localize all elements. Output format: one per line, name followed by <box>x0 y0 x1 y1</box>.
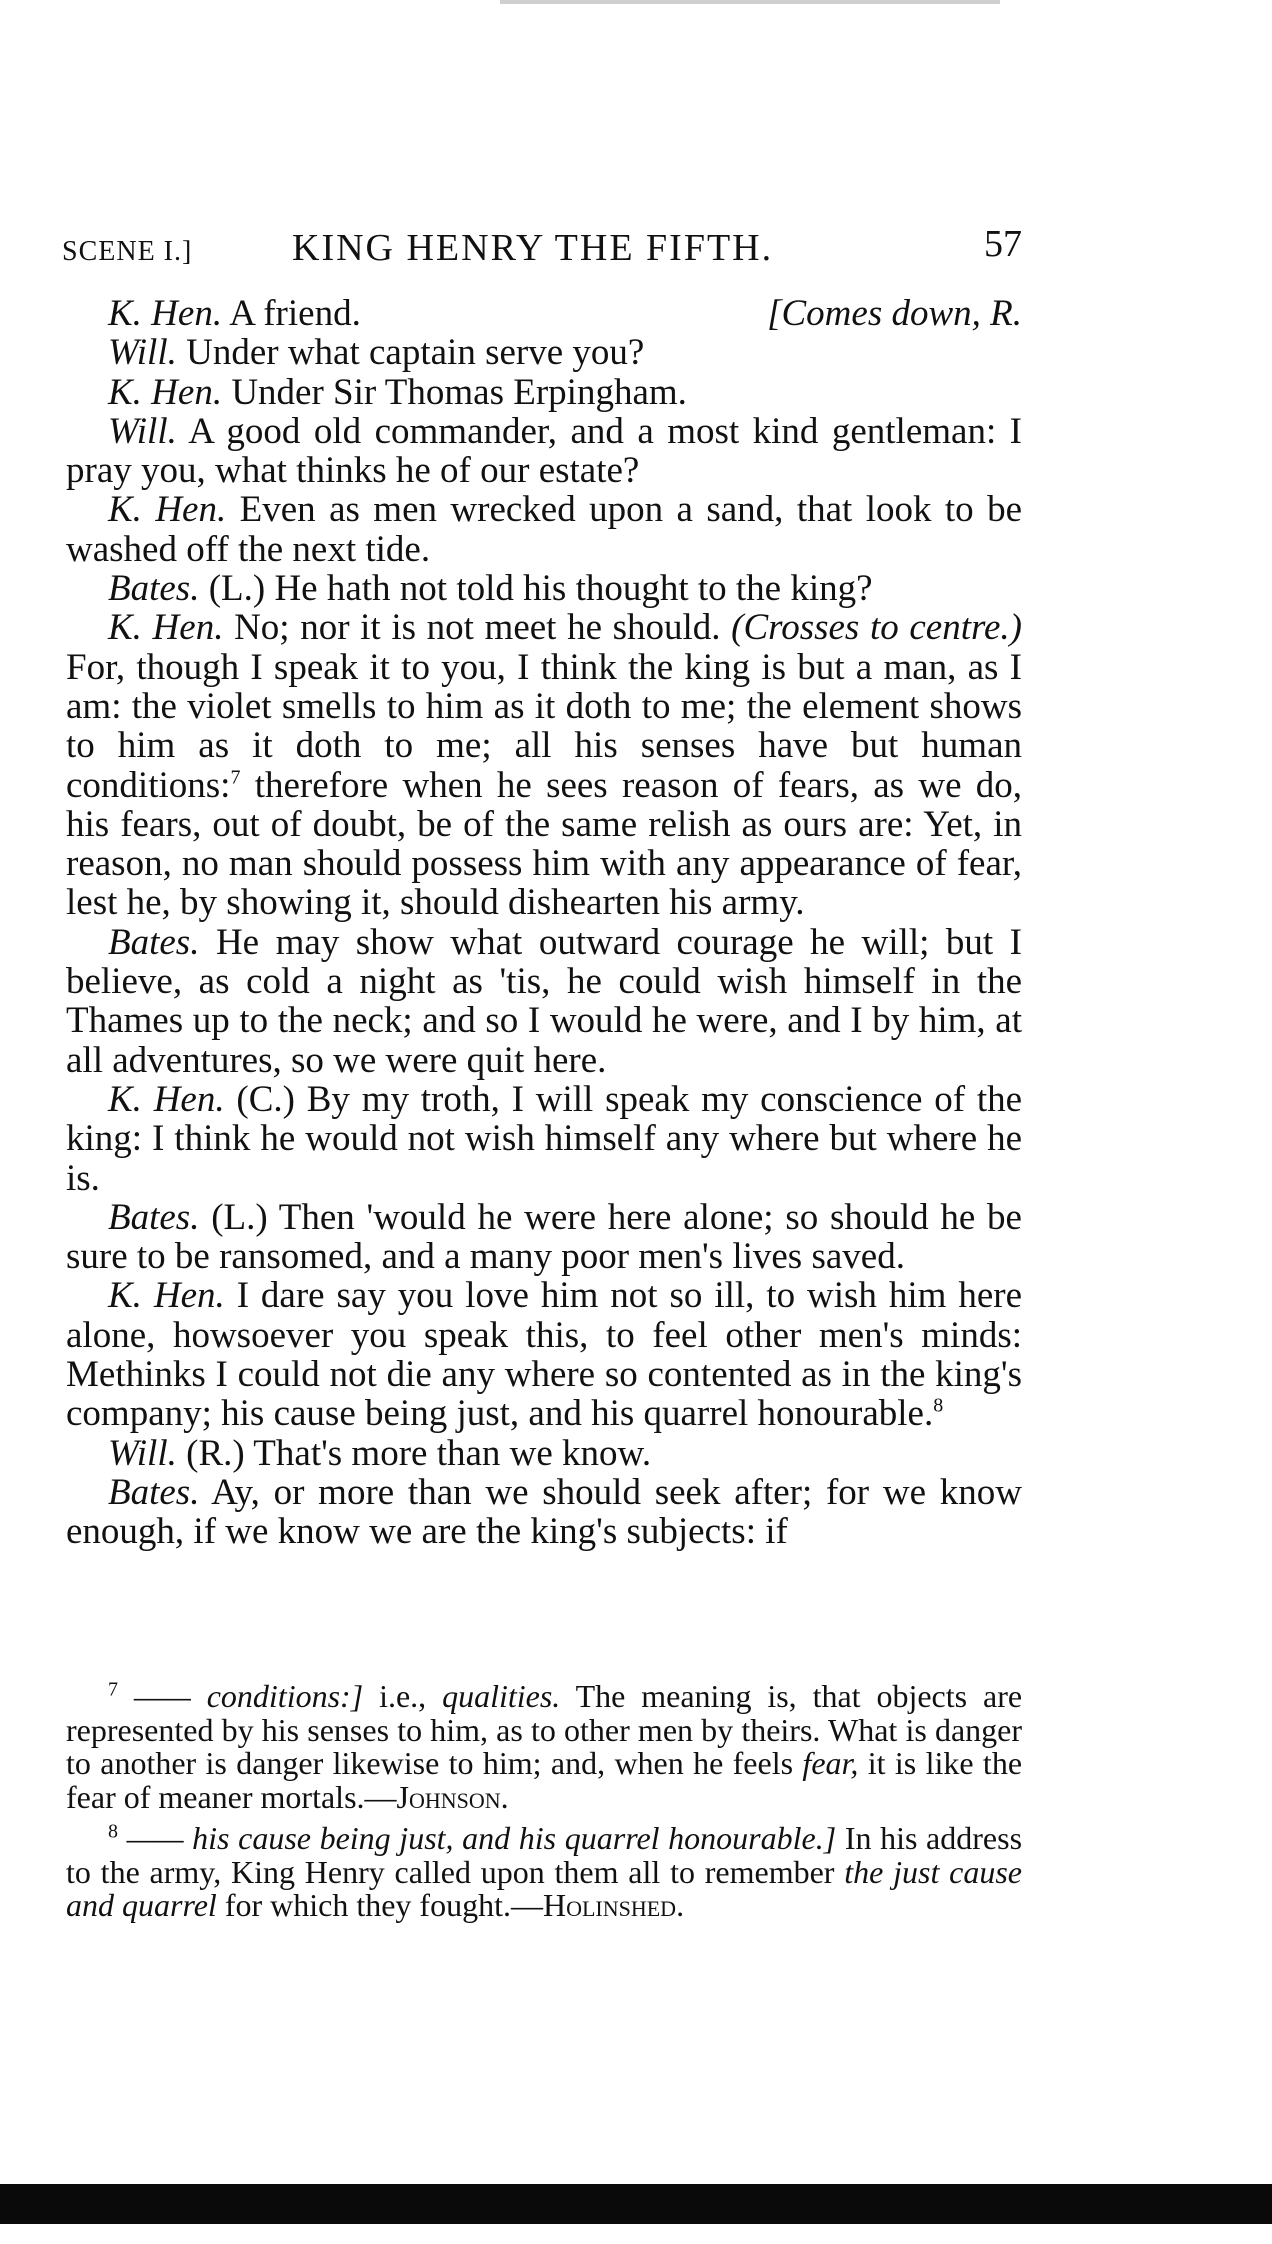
stage-direction: (R.) <box>186 1432 245 1474</box>
footnote-italic: fear, <box>802 1745 859 1781</box>
speaker: Will. <box>108 1432 177 1474</box>
speech-text: A friend. <box>229 293 361 334</box>
speaker: K. Hen. <box>108 371 223 413</box>
stage-direction: [Comes down, R. <box>767 293 1022 334</box>
play-text <box>66 294 1022 1552</box>
speech-text: That's more than we know. <box>253 1432 652 1474</box>
speech <box>66 1473 1022 1552</box>
footnote-italic: the just cause and quarrel <box>66 1853 1023 1923</box>
speech <box>66 569 1022 608</box>
speaker: Bates. <box>108 1196 200 1238</box>
speech-text: Under Sir Thomas Erpingham. <box>231 371 687 413</box>
speaker: K. Hen. <box>108 1275 225 1317</box>
footnote <box>66 1822 1022 1923</box>
scan-bottom-border <box>0 2184 1272 2224</box>
speech <box>66 412 1022 491</box>
footnotes <box>66 1680 1022 1931</box>
page-number: 57 <box>984 223 1022 265</box>
speech-text: A good old commander, and a most kind gentleman: I pray you, what thinks he of our estate? <box>66 410 1022 492</box>
stage-direction: (Crosses to centre.) <box>731 607 1022 649</box>
speech <box>66 1434 1022 1473</box>
footnote-text: In his address to the army, King Henry called upon them all to remember <box>66 1820 1023 1890</box>
speech <box>66 294 1022 333</box>
speaker: Will. <box>108 410 177 452</box>
speaker: Will. <box>108 332 177 374</box>
speaker: Bates. <box>108 921 200 963</box>
speaker: K. Hen. <box>108 607 224 649</box>
footnote-number: 8 <box>108 1820 118 1843</box>
speaker: Bates. <box>108 1471 200 1513</box>
speech <box>66 1080 1022 1198</box>
footnote <box>66 1680 1022 1814</box>
speech-text: No; nor it is not meet he should. <box>234 607 721 649</box>
footnote-source: Holinshed. <box>542 1887 685 1923</box>
footnote-source: Johnson. <box>396 1778 509 1815</box>
speech <box>66 490 1022 569</box>
speaker: K. Hen. <box>108 293 223 334</box>
speech-text: I dare say you love him not so ill, to wish him here alone, howsoever you speak this, to feel other men's minds: Methinks I could not die any where so contented as in the king's company; his cause being just, and his quarrel honourable. <box>66 1275 1023 1435</box>
speech-text: Then 'would he were here alone; so should he be sure to be ransomed, and a many poor men's lives saved. <box>66 1196 1022 1278</box>
footnote-ref: 8 <box>933 1394 944 1417</box>
footnote-ref: 7 <box>230 766 241 789</box>
speaker: Bates. <box>108 568 200 610</box>
speech <box>66 1276 1022 1433</box>
speech <box>66 373 1022 412</box>
speech-text: By my troth, I will speak my conscience of the king: I think he would not wish himself any where but where he is. <box>66 1078 1023 1199</box>
footnote-number: 7 <box>108 1678 118 1701</box>
speech-text: For, though I speak it to you, I think the king is but a man, as I am: the violet smells to him as it doth to me; the element shows to him as it doth to me; all his senses have but human conditions: <box>66 646 1022 806</box>
speech <box>66 1198 1022 1277</box>
footnote-text: it is like the fear of meaner mortals.— <box>66 1745 1023 1815</box>
running-title: KING HENRY THE FIFTH. <box>292 227 774 269</box>
footnote-lemma: —— his cause being just, and his quarrel honourable.] <box>126 1820 837 1856</box>
footnote-text: for which they fought.— <box>224 1887 543 1923</box>
scene-label: SCENE I.] <box>62 236 193 267</box>
footnote-text: i.e., <box>379 1678 427 1714</box>
scan-edge-mark <box>500 0 1000 4</box>
footnote-text: The meaning is, that objects are represented by his senses to him, as to other men by theirs. What is danger to another is danger likewise to him; and, when he feels <box>66 1678 1023 1781</box>
speaker: K. Hen. <box>108 1078 225 1120</box>
speech-text: therefore when he sees reason of fears, as we do, his fears, out of doubt, be of the same relish as ours are: Yet, in reason, no man should possess him with any appearance of fear, lest he, by showing it, should dishearten his army. <box>66 764 1022 924</box>
speech-text: He may show what outward courage he will; but I believe, as cold a night as 'tis, he could wish himself in the Thames up to the neck; and so I would he were, and I by him, at all adventures, so we were quit here. <box>66 921 1022 1081</box>
footnote-lemma: —— conditions:] <box>133 1678 364 1714</box>
speech-text: Under what captain serve you? <box>186 332 645 374</box>
stage-direction: (L.) <box>211 1196 268 1238</box>
speech <box>66 608 1022 922</box>
running-header <box>62 222 1022 272</box>
stage-direction: (C.) <box>236 1078 295 1120</box>
speech <box>66 923 1022 1080</box>
speech-text: He hath not told his thought to the king? <box>274 568 873 610</box>
footnote-gloss: qualities. <box>442 1678 561 1714</box>
speaker: K. Hen. <box>108 489 227 531</box>
speech-text: Ay, or more than we should seek after; for we know enough, if we know we are the king's subjects: if <box>66 1471 1022 1553</box>
speech <box>66 333 1022 372</box>
stage-direction: (L.) <box>208 568 266 610</box>
speech-text: Even as men wrecked upon a sand, that look to be washed off the next tide. <box>66 489 1022 570</box>
